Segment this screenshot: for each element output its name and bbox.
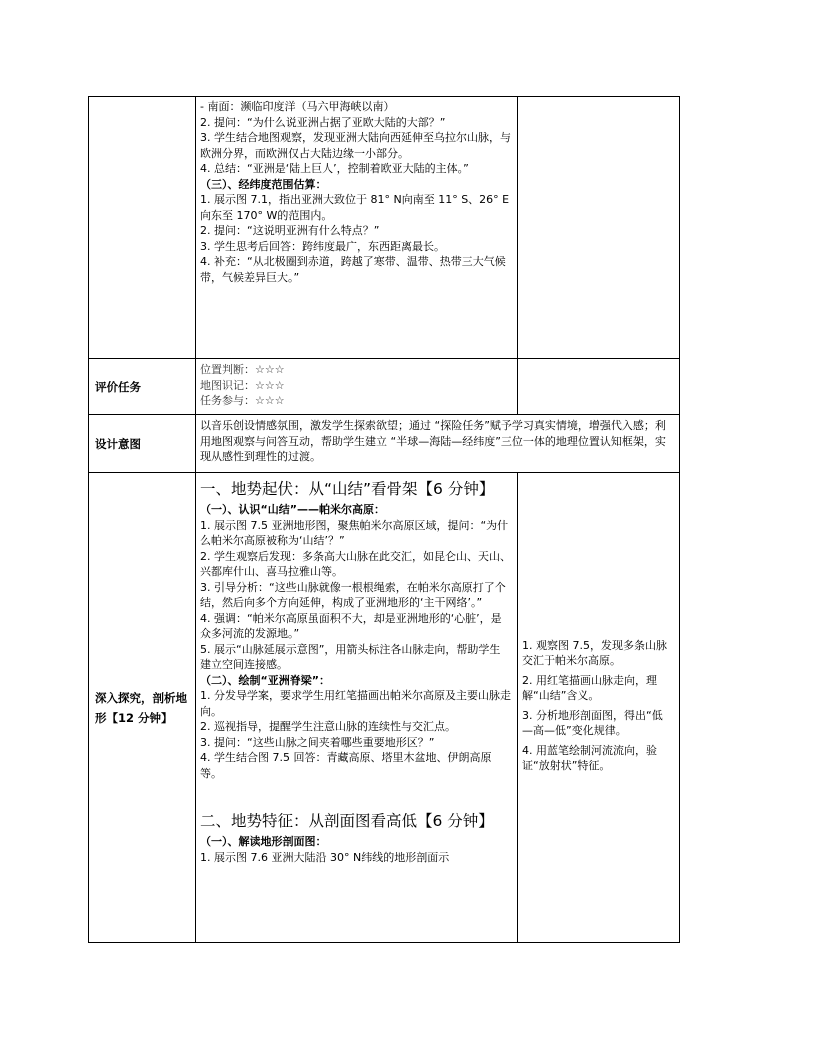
design-label: 设计意图 [95,436,141,451]
evaluation-content-cell [196,359,518,415]
row1-line: 4. 总结：“亚洲是‘陆上巨人’，控制着欧亚大陆的主体。” [200,162,469,175]
design-content-cell [196,415,680,473]
subsection-heading: （二）、绘制“亚洲脊梁”： [200,673,330,687]
subsection-line: 1. 展示图 7.5 亚洲地形图，聚焦帕米尔高原区域，提问：“为什么帕米尔高原被称为‘山结’？” [200,518,509,547]
subsection-line: 4. 强调：“帕米尔高原虽面积不大，却是亚洲地形的‘心脏’，是众多河流的发源地。” [200,611,502,640]
evaluation-extra-cell [518,359,680,415]
row-explore [89,473,680,943]
row1-line: 3. 学生结合地图观察，发现亚洲大陆向西延伸至乌拉尔山脉，与欧洲分界，而欧洲仅占大陆边缘一小部分。 [200,131,511,160]
subsection-line: 1. 展示图 7.6 亚洲大陆沿 30° N纬线的地形剖面示 [200,850,450,864]
subsection-line: 3. 提问：“这些山脉之间夹着哪些重要地形区？” [200,735,435,749]
subsection-line: 1. 分发导学案，要求学生用红笔描画出帕米尔高原及主要山脉走向。 [200,689,511,718]
row-design-intent [89,415,680,473]
row-continuation [89,97,680,359]
evaluation-label: 评价任务 [95,379,141,394]
section3-line: 4. 补充：“从北极圈到赤道，跨越了寒带、温带、热带三大气候带，气候差异巨大。” [200,255,506,284]
lesson-plan-table [88,96,680,943]
explore-label: 深入探究，剖析地形【12 分钟】 [95,690,187,725]
section3-line: 3. 学生思考后回答：跨纬度最广，东西距离最长。 [200,239,445,253]
evaluation-item: 任务参与：☆☆☆ [200,394,285,407]
explore-label-cell [89,473,196,943]
explore-activity-cell [518,473,680,943]
activity-item: 1. 观察图 7.5，发现多条山脉交汇于帕米尔高原。 [522,638,667,667]
activity-item: 3. 分析地形剖面图，得出“低—高—低”变化规律。 [522,708,663,737]
activity-item: 2. 用红笔描画山脉走向，理解“山结”含义。 [522,673,657,702]
subsection-heading: （一）、解读地形剖面图： [200,835,327,848]
explore-content-cell [196,473,518,943]
subsection-line: 4. 学生结合图 7.5 回答：青藏高原、塔里木盆地、伊朗高原等。 [200,751,492,780]
section-title-profile: 二、地势特征：从剖面图看高低【6 分钟】 [200,812,494,830]
section3-line: 1. 展示图 7.1，指出亚洲大致位于 81° N向南至 11° S、26° E向东至 170° W的范围内。 [200,193,510,222]
subsection-line: 5. 展示“山脉延展示意图”，用箭头标注各山脉走向，帮助学生建立空间连接感。 [200,642,501,671]
evaluation-label-cell [89,359,196,415]
row1-line: - 南面：濒临印度洋（马六甲海峡以南） [200,100,395,113]
row1-line: 2. 提问：“为什么说亚洲占据了亚欧大陆的大部？” [200,115,446,129]
design-label-cell [89,415,196,473]
section-title-terrain: 一、地势起伏：从“山结”看骨架【6 分钟】 [200,480,495,498]
subsection-heading: （一）、认识“山结”——帕米尔高原： [200,503,385,516]
row1-activity-cell [518,97,680,359]
row1-content-cell [196,97,518,359]
subsection-line: 2. 学生观察后发现：多条高大山脉在此交汇，如昆仑山、天山、兴都库什山、喜马拉雅山等。 [200,549,511,578]
design-text: 以音乐创设情感氛围，激发学生探索欲望；通过 “探险任务”赋予学习真实情境，增强代入感；利用地图观察与问答互动，帮助学生建立 “半球—海陆—经纬度”三位一体的地理位置认知框架，实现从感性到理性的过渡。 [200,419,666,463]
evaluation-item: 地图识记：☆☆☆ [200,378,285,392]
evaluation-item: 位置判断：☆☆☆ [200,363,285,376]
section3-line: 2. 提问：“这说明亚洲有什么特点？” [200,224,380,237]
subsection-line: 2. 巡视指导，提醒学生注意山脉的连续性与交汇点。 [200,720,456,733]
row1-label-cell [89,97,196,359]
subsection-line: 3. 引导分析：“这些山脉就像一根根绳索，在帕米尔高原打了个结，然后向多个方向延伸，构成了亚洲地形的‘主干网络’。” [200,580,506,609]
activity-item: 4. 用蓝笔绘制河流流向，验证“放射状”特征。 [522,743,657,772]
section3-heading: （三）、经纬度范围估算： [200,177,327,191]
row-evaluation [89,359,680,415]
